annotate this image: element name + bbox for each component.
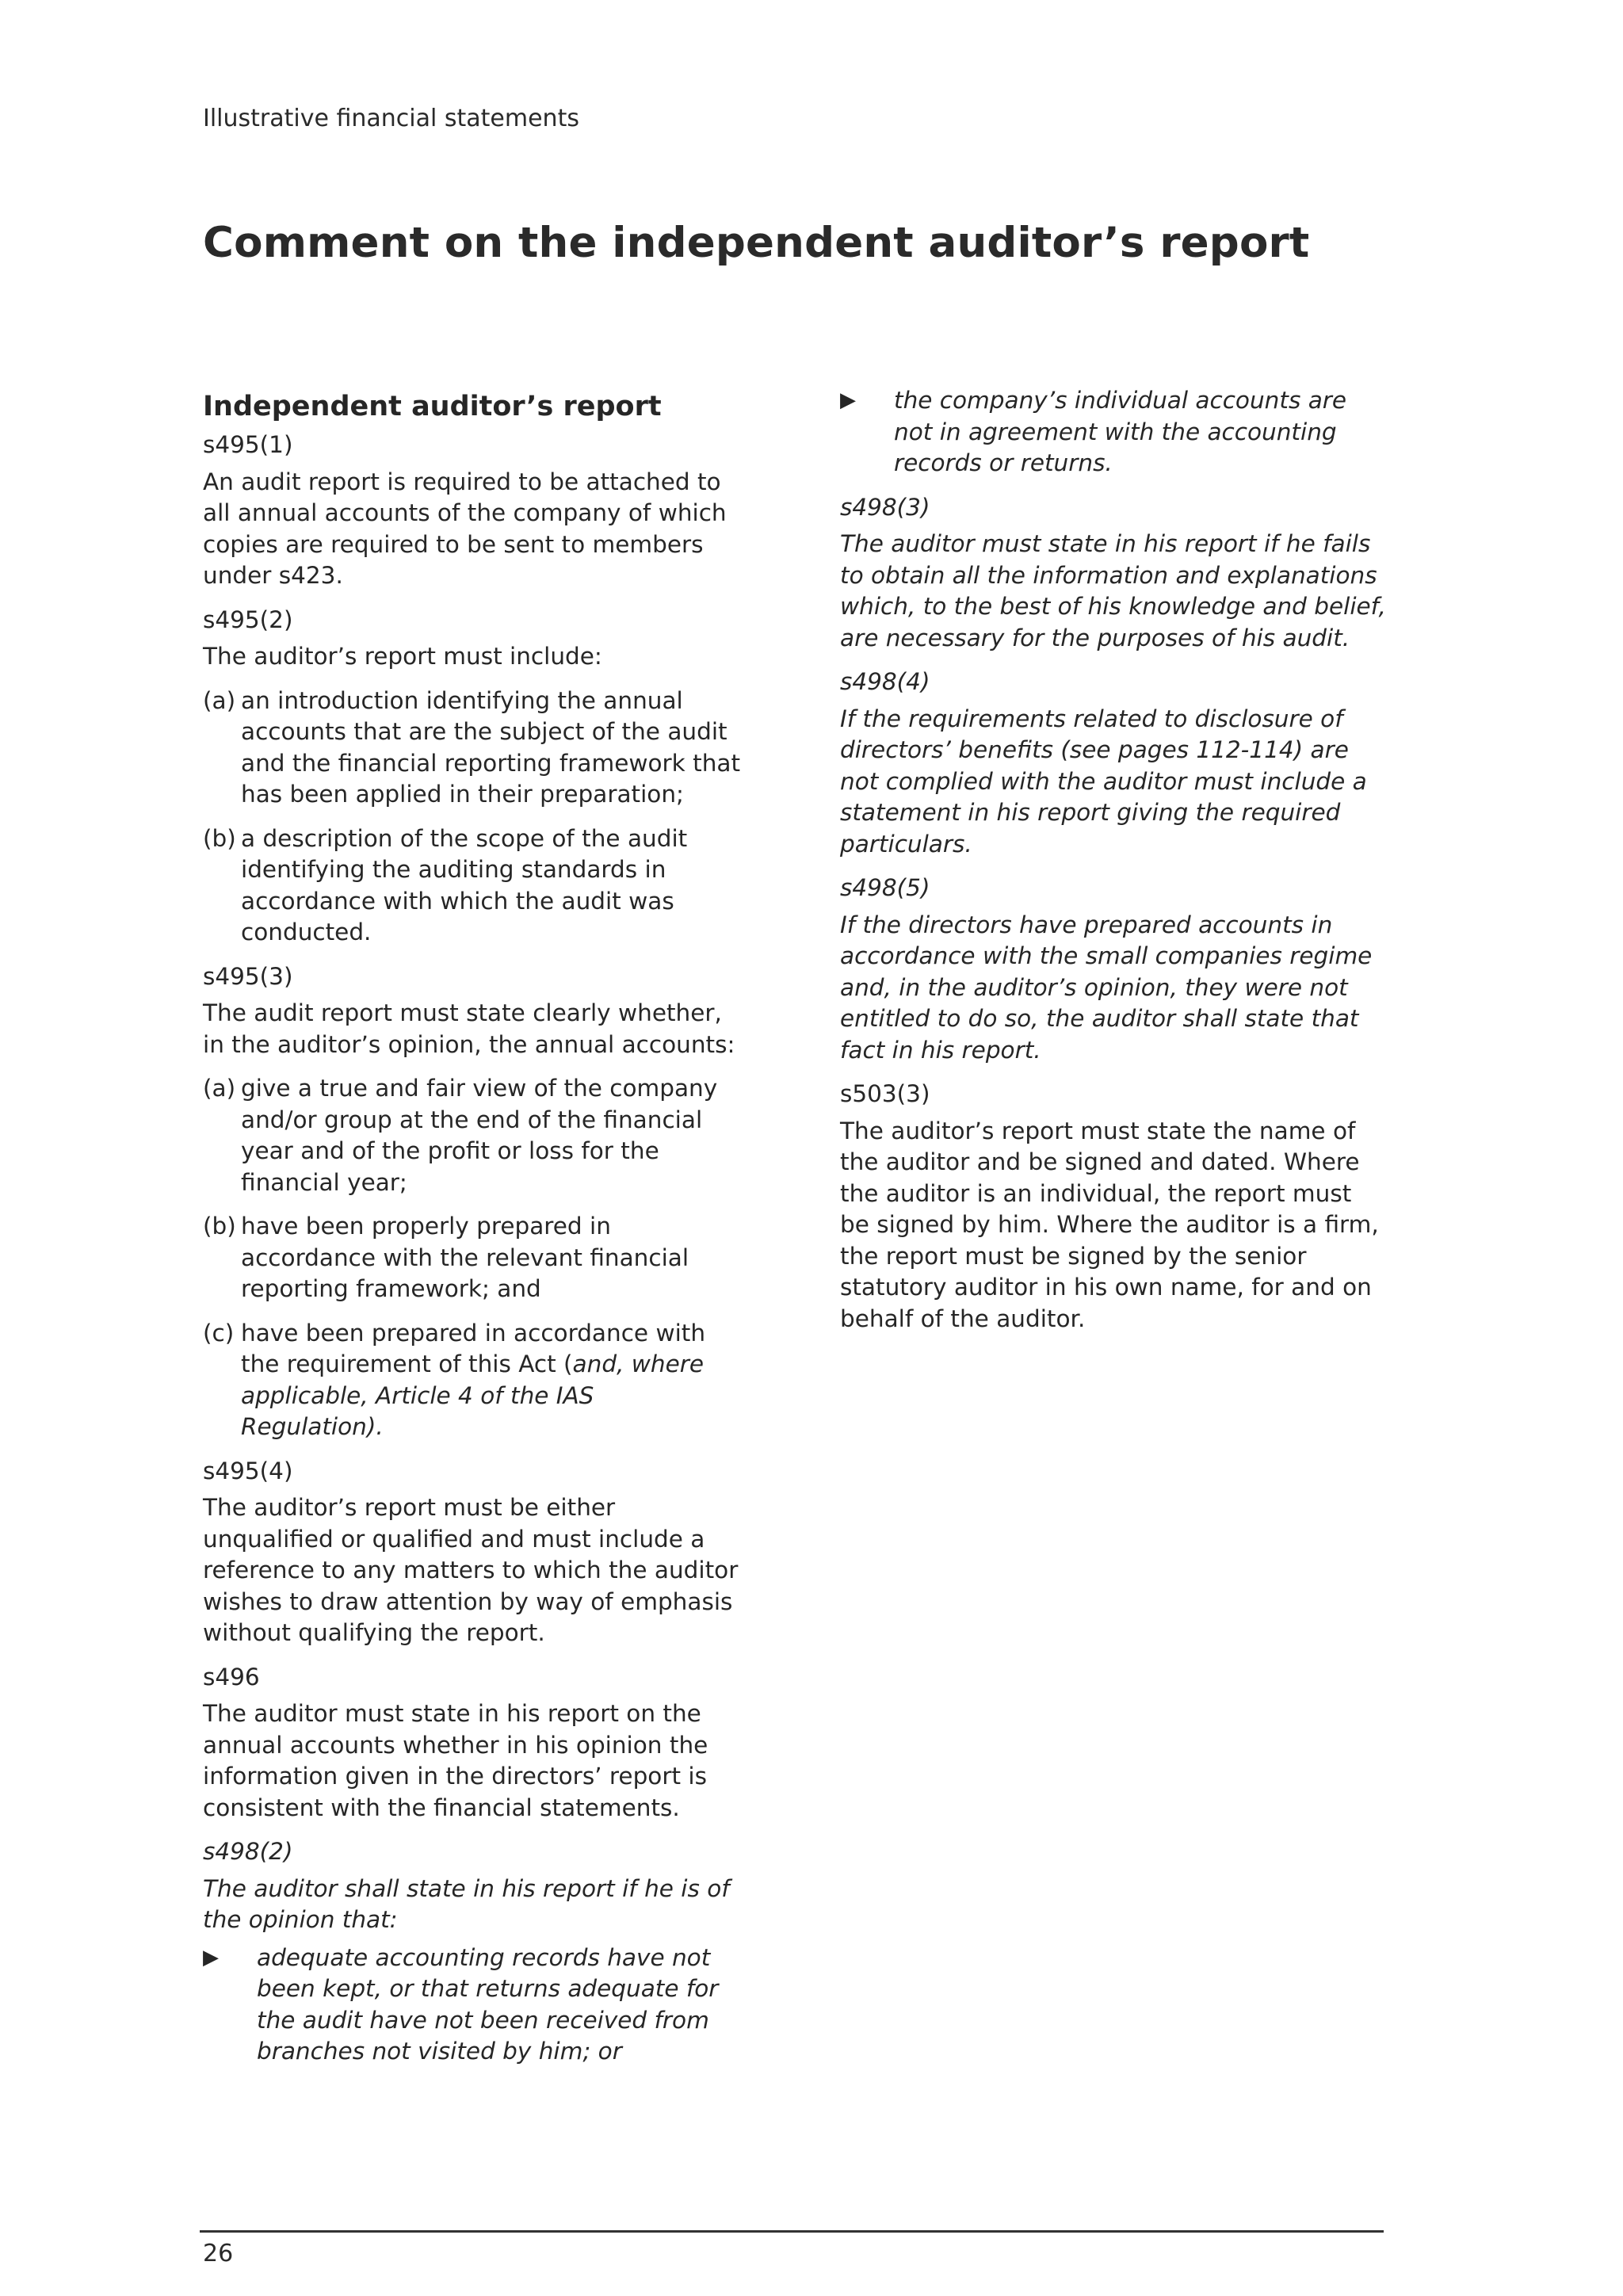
paragraph-s495-3-intro: The audit report must state clearly whether, in the auditor’s opinion, the annual accounts: (203, 999, 735, 1058)
page-number: 26 (203, 2240, 234, 2267)
paragraph-s495-4: The auditor’s report must be either unqualified or qualified and must include a reference to any matters to which the auditor wishes to draw attention by way of emphasis without qualifying the report. (203, 1494, 739, 1646)
list-item-text: a description of the scope of the audit identifying the auditing standards in accordance with which the audit was conducted. (241, 824, 688, 946)
bullet-item-text: adequate accounting records have not been kept, or that returns adequate for the audit have not been received from branches not visited by him; or (257, 1943, 719, 2065)
section-ref-s503-3: s503(3) (840, 1080, 930, 1107)
list-item-text: an introduction identifying the annual accounts that are the subject of the audit and the financial reporting framework that has been applied in their preparation; (241, 686, 741, 808)
paragraph-s498-3: The auditor must state in his report if he fails to obtain all the information and explanations which, to the best of his knowledge and belief, are necessary for the purposes of his audit. (840, 530, 1386, 651)
section-ref-s495-4: s495(4) (203, 1457, 293, 1484)
section-ref-s498-4: s498(4) (840, 668, 930, 695)
list-marker: (a) (203, 686, 236, 714)
list-item (203, 686, 742, 811)
list-item-text: give a true and fair view of the company and/or group at the end of the financial year and of the profit or loss for the financial year; (241, 1075, 718, 1196)
section-ref-s496: s496 (203, 1663, 260, 1690)
paragraph-s496: The auditor must state in his report on the annual accounts whether in his opinion the information given in the directors’ report is consistent with the financial statements. (203, 1700, 708, 1821)
list-marker: (c) (203, 1319, 235, 1347)
bullet-item-text: the company’s individual accounts are not in agreement with the accounting records or returns. (894, 387, 1347, 476)
running-head: Illustrative financial statements (203, 105, 579, 132)
list-item-text-plain: have been prepared in accordance with the requirement of this Act ( (241, 1319, 706, 1377)
section-ref-s498-5: s498(5) (840, 874, 930, 901)
footer-rule (200, 2230, 1384, 2233)
bullet-item (203, 1943, 742, 2068)
list-item (203, 823, 742, 949)
section-ref-s495-1: s495(1) (203, 431, 293, 458)
section-ref-s498-2: s498(2) (203, 1838, 293, 1865)
bullet-item (840, 385, 1387, 479)
triangle-bullet-icon: ▶ (840, 388, 856, 412)
paragraph-s495-2-intro: The auditor’s report must include: (203, 643, 602, 670)
left-column (203, 387, 742, 2080)
section-heading: Independent auditor’s report (203, 391, 662, 422)
list-item-text-italic: and, where applicable, Article 4 of the IAS Regulation). (241, 1350, 705, 1440)
list-marker: (b) (203, 1213, 236, 1240)
paragraph-s498-2-intro: The auditor shall state in his report if he is of the opinion that: (203, 1874, 730, 1933)
list-item (203, 1318, 742, 1443)
section-ref-s495-3: s495(3) (203, 962, 293, 990)
list-item-text: have been properly prepared in accordance with the relevant financial reporting framework; and (241, 1213, 689, 1302)
list-item (203, 1073, 742, 1198)
triangle-bullet-icon: ▶ (203, 1945, 219, 1969)
list-marker: (b) (203, 824, 236, 852)
page-title: Comment on the independent auditor’s report (203, 219, 1310, 267)
list-item-text (241, 1318, 742, 1443)
paragraph-s495-1: An audit report is required to be attached to all annual accounts of the company of which copies are required to be sent to members under s423. (203, 468, 727, 589)
section-ref-s495-2: s495(2) (203, 606, 293, 633)
list-marker: (a) (203, 1075, 236, 1102)
paragraph-s498-5: If the directors have prepared accounts in accordance with the small companies regime and, in the auditor’s opinion, they were not entitled to do so, the auditor shall state that fact in his report. (840, 911, 1373, 1064)
section-ref-s498-3: s498(3) (840, 493, 930, 521)
right-column (840, 385, 1387, 1347)
paragraph-s498-4: If the requirements related to disclosure of directors’ benefits (see pages 112-114) are not complied with the auditor must include a statement in his report giving the required particulars. (840, 705, 1367, 858)
list-item (203, 1211, 742, 1305)
paragraph-s503-3: The auditor’s report must state the name of the auditor and be signed and dated. Where the auditor is an individual, the report must be signed by him. Where the auditor is a firm, the report must be signed by the senior statutory auditor in his own name, for and on behalf of the auditor. (840, 1117, 1379, 1332)
